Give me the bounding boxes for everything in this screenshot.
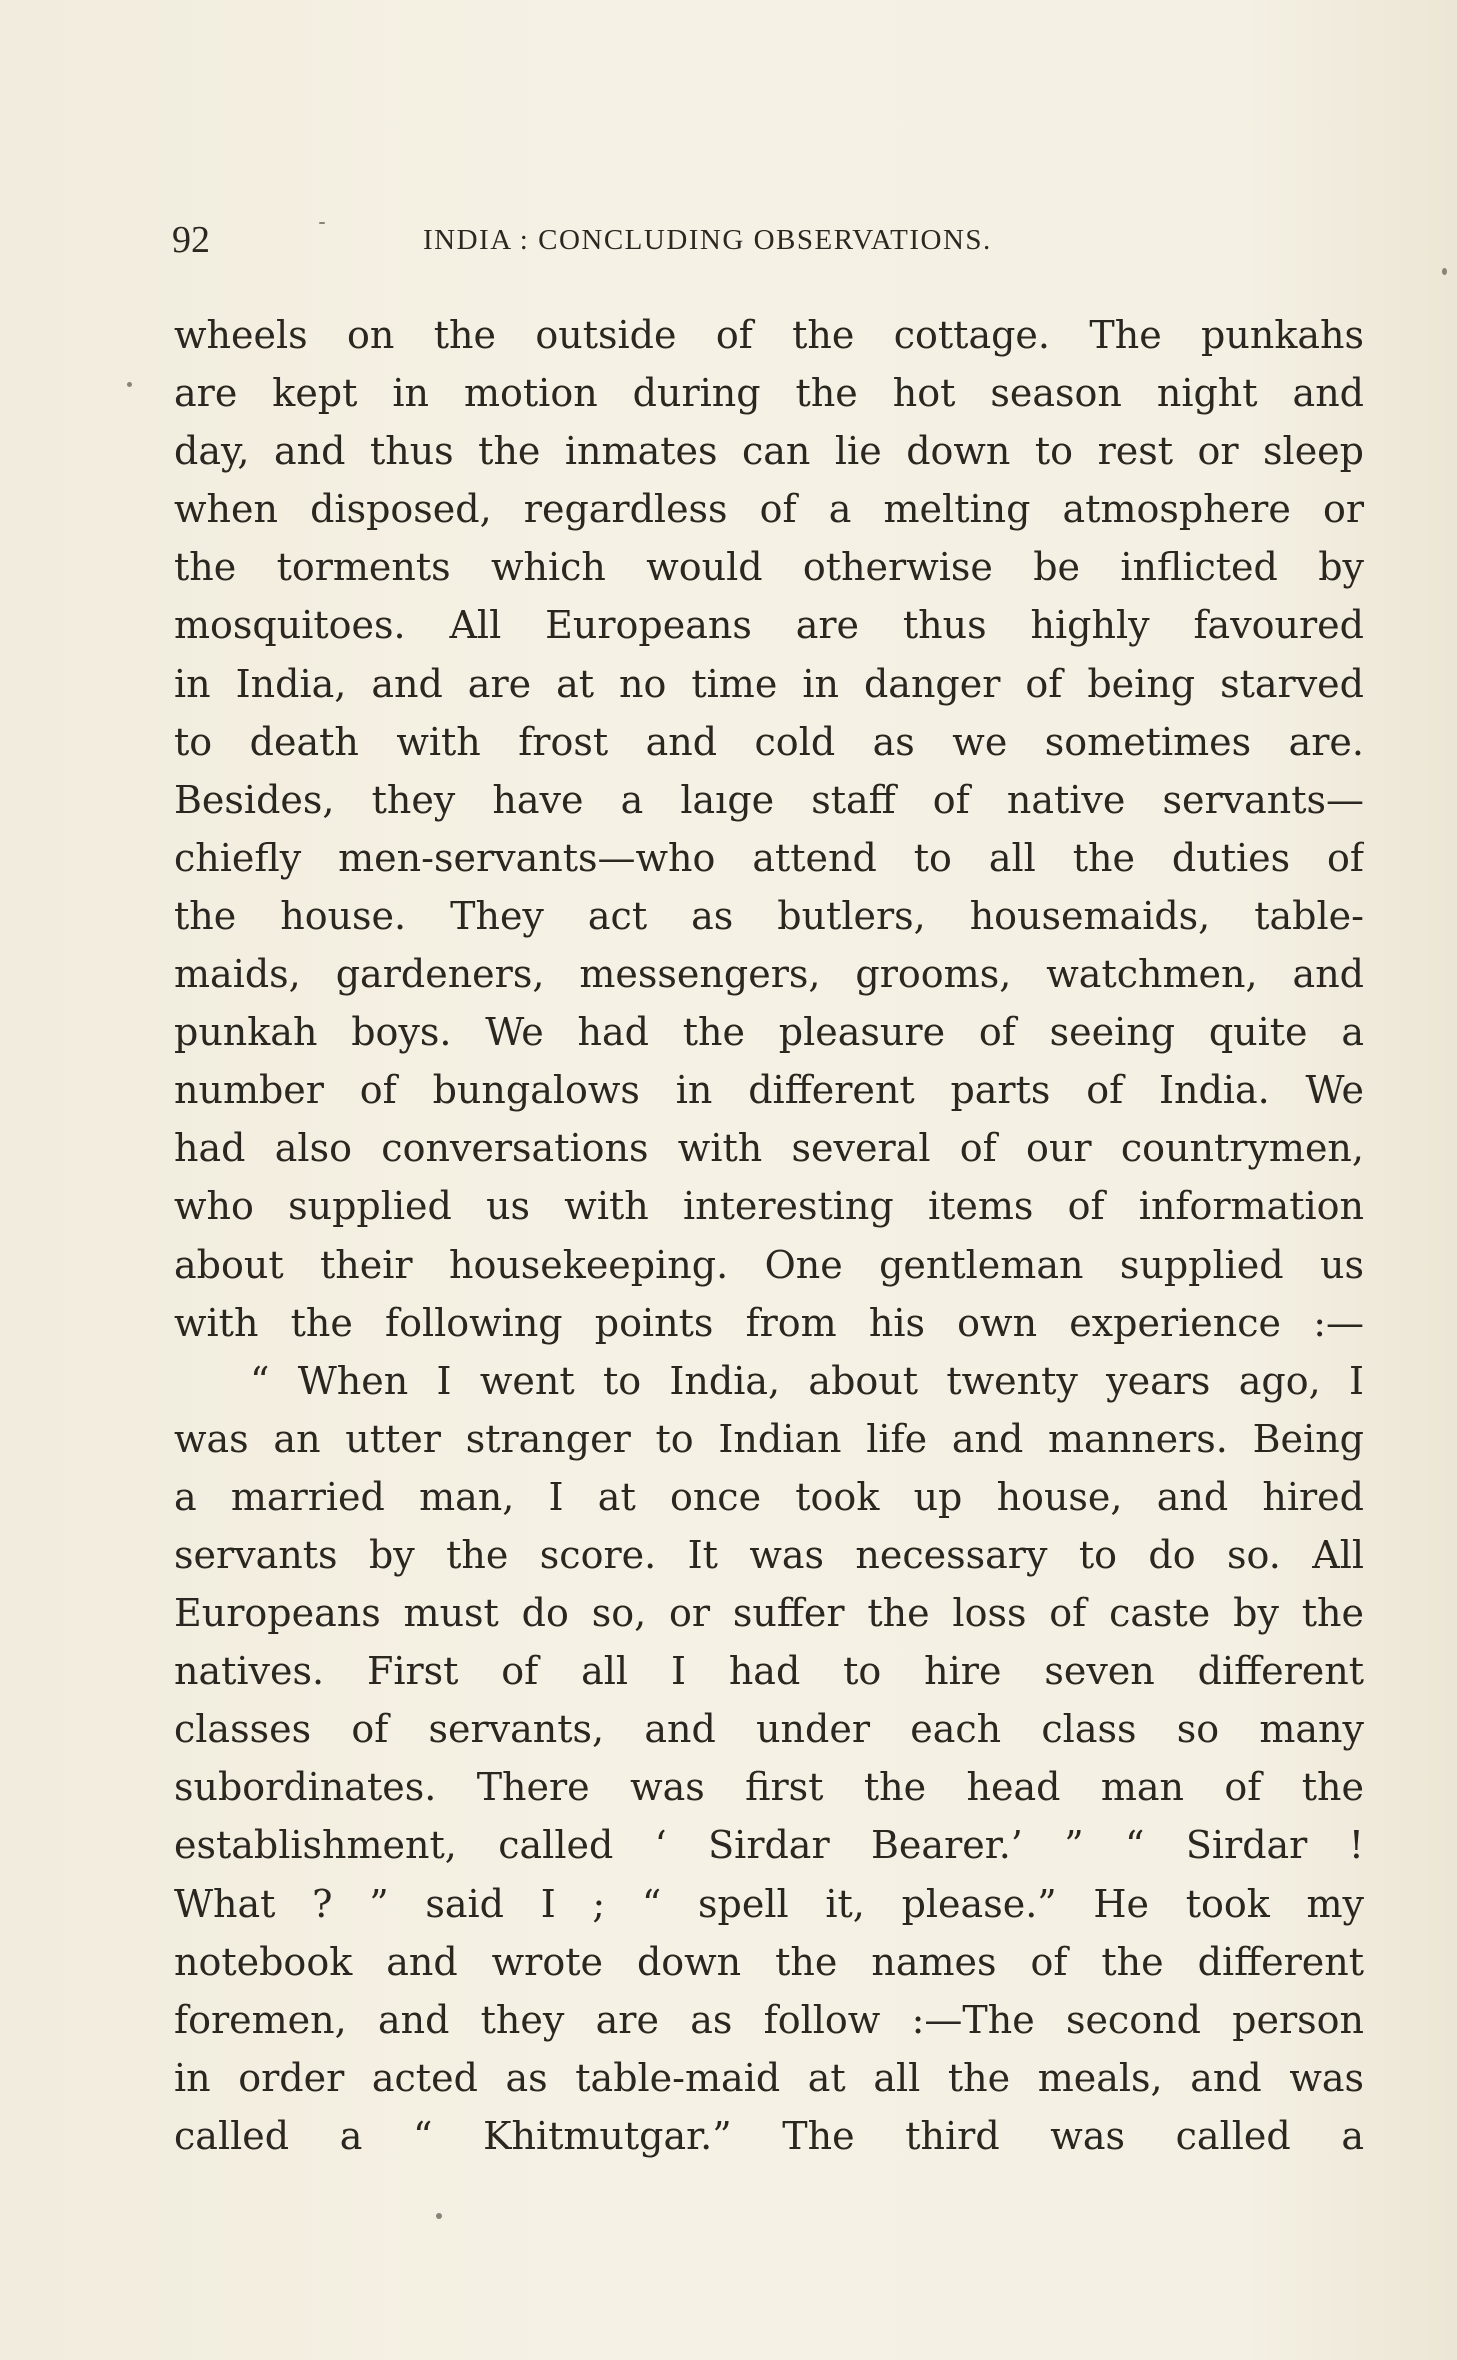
text-line: establishment, called ‘ Sirdar Bearer.’ ” “ Sirdar ! (174, 1823, 1364, 1868)
text-line: about their housekeeping. One gentleman supplied us (174, 1242, 1364, 1287)
text-line: Europeans must do so, or suffer the loss of caste by the (174, 1591, 1364, 1636)
text-line: in India, and are at no time in danger of being starved (174, 661, 1364, 706)
text-line: in order acted as table-maid at all the meals, and was (174, 2055, 1364, 2100)
text-line: to death with frost and cold as we sometimes are. (174, 719, 1364, 764)
running-head: INDIA : CONCLUDING OBSERVATIONS. (423, 224, 992, 256)
body-text (174, 306, 1364, 2165)
text-line: had also conversations with several of our countrymen, (174, 1126, 1364, 1171)
text-line: servants by the score. It was necessary to do so. All (174, 1532, 1364, 1577)
text-line: day, and thus the inmates can lie down to rest or sleep (174, 429, 1364, 474)
text-line: “ When I went to India, about twenty years ago, I (250, 1358, 1364, 1403)
text-line: the house. They act as butlers, housemaids, table- (174, 893, 1364, 938)
text-line: maids, gardeners, messengers, grooms, watchmen, and (174, 952, 1364, 997)
text-line: classes of servants, and under each class so many (174, 1707, 1364, 1752)
text-line: who supplied us with interesting items of information (174, 1184, 1364, 1229)
text-line: with the following points from his own experience :— (174, 1300, 1364, 1345)
text-line: chiefly men-servants—who attend to all the duties of (174, 835, 1364, 880)
text-line: was an utter stranger to Indian life and manners. Being (174, 1416, 1364, 1461)
text-line: number of bungalows in different parts of India. We (174, 1068, 1364, 1113)
page-header (172, 212, 1367, 268)
text-line: What ? ” said I ; “ spell it, please.” He took my (174, 1881, 1364, 1926)
paper-speck (1442, 268, 1447, 275)
paper-speck (319, 222, 325, 224)
text-line: wheels on the outside of the cottage. The punkahs (174, 313, 1364, 357)
text-line: when disposed, regardless of a melting atmosphere or (174, 487, 1364, 532)
text-line: mosquitoes. All Europeans are thus highly favoured (174, 603, 1364, 648)
text-line: Besides, they have a laıge staff of native servants— (174, 777, 1364, 822)
paper-speck (127, 382, 132, 387)
text-line: a married man, I at once took up house, and hired (174, 1474, 1364, 1519)
text-line: called a “ Khitmutgar.” The third was called a (174, 2113, 1364, 2158)
page-number: 92 (172, 219, 210, 261)
text-line: the torments which would otherwise be inflicted by (174, 545, 1364, 590)
text-line: foremen, and they are as follow :—The second person (174, 1997, 1364, 2042)
text-line: subordinates. There was first the head man of the (174, 1765, 1364, 1810)
paper-speck (436, 2213, 442, 2219)
text-line: notebook and wrote down the names of the different (174, 1939, 1364, 1984)
text-line: are kept in motion during the hot season night and (174, 371, 1364, 416)
text-line: punkah boys. We had the pleasure of seeing quite a (174, 1010, 1364, 1055)
text-line: natives. First of all I had to hire seven different (174, 1649, 1364, 1694)
